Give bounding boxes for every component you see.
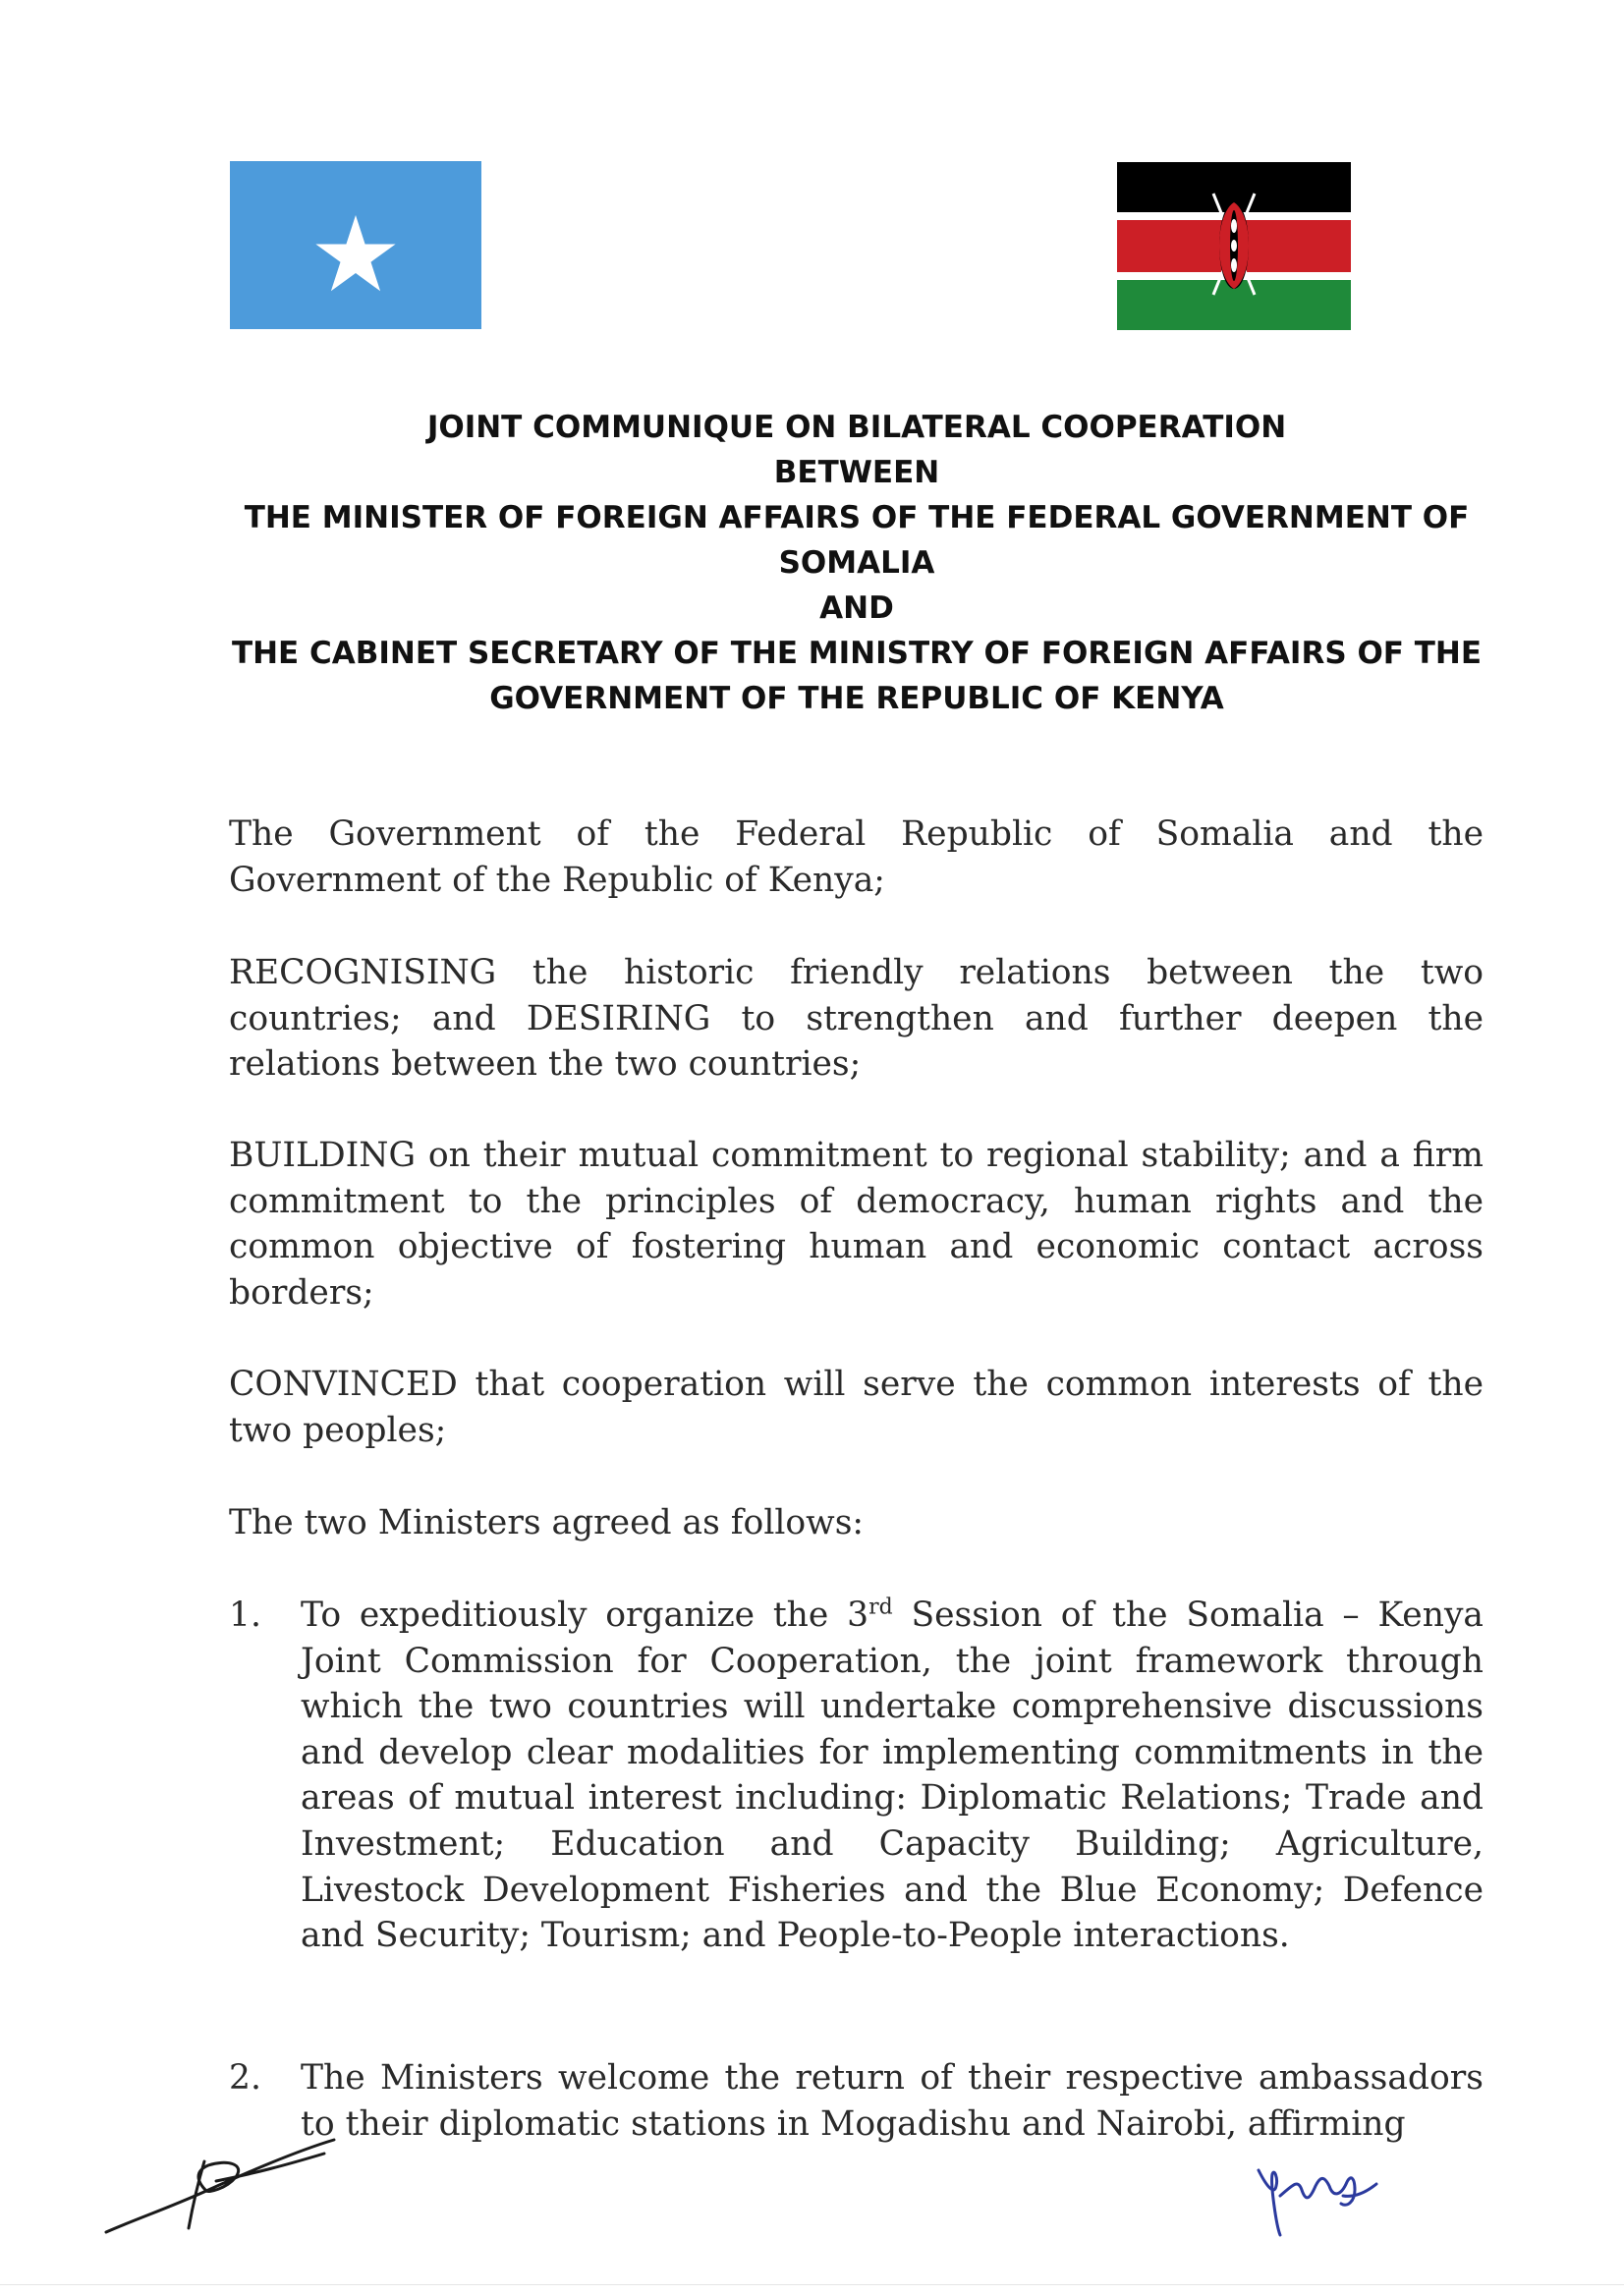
item-text-start: To expeditiously organize the 3 <box>301 1596 869 1635</box>
item-text: The Ministers welcome the return of their respective ambassadors to their diplomatic stations in Mogadishu and Nairobi, affirming <box>301 2058 1484 2144</box>
signature-right <box>1253 2156 1380 2240</box>
title-line-4: SOMALIA <box>778 545 935 581</box>
signature-left <box>98 2122 344 2240</box>
title-line-3: THE MINISTER OF FOREIGN AFFAIRS OF THE FEDERAL GOVERNMENT OF <box>244 500 1470 535</box>
item-text-rest: Session of the Somalia – Kenya Joint Commission for Cooperation, the joint framework through which the two countries will undertake comprehensive discussions and develop clear modalities for implementing commitments in the areas of mutual interest including: Diplomatic Relations; Trade and Investment; Education and Capacity Building; Agriculture, Livestock Development Fisheries and the Blue Economy; Defence and Security; Tourism; and People-to-People interactions. <box>301 1596 1484 1956</box>
title-line-5: AND <box>819 590 894 626</box>
ordinal-superscript: rd <box>868 1595 893 1620</box>
title-line-1: JOINT COMMUNIQUE ON BILATERAL COOPERATION <box>426 410 1287 445</box>
preamble-paragraph-agreed: The two Ministers agreed as follows: <box>229 1503 865 1542</box>
preamble-paragraph-recognising: RECOGNISING the historic friendly relations between the two countries; and DESIRING to strengthen and further deepen the relations between the two countries; <box>229 953 1484 1085</box>
preamble-paragraph-governments: The Government of the Federal Republic of Somalia and the Government of the Republic of Kenya; <box>229 814 1484 900</box>
title-line-7: GOVERNMENT OF THE REPUBLIC OF KENYA <box>489 681 1224 716</box>
signature-right-image <box>1253 2156 1380 2240</box>
signature-left-image <box>98 2122 344 2240</box>
somalia-flag-image <box>230 161 481 329</box>
item-text <box>301 1593 1484 1959</box>
communique-title <box>230 405 1484 721</box>
title-line-2: BETWEEN <box>773 455 940 490</box>
preamble-paragraph-building: BUILDING on their mutual commitment to regional stability; and a firm commitment to the principles of democracy, human rights and the common objective of fostering human and economic contact across borders; <box>229 1136 1484 1313</box>
item-number: 1. <box>229 1596 261 1635</box>
title-line-6: THE CABINET SECRETARY OF THE MINISTRY OF FOREIGN AFFAIRS OF THE <box>231 636 1483 671</box>
kenya-flag-image <box>1117 162 1351 330</box>
preamble-paragraph-convinced: CONVINCED that cooperation will serve the common interests of the two peoples; <box>229 1365 1484 1450</box>
kenya-flag <box>1117 162 1351 330</box>
somalia-flag <box>230 161 481 329</box>
page-bottom-edge <box>0 2284 1624 2285</box>
item-number: 2. <box>229 2058 261 2098</box>
